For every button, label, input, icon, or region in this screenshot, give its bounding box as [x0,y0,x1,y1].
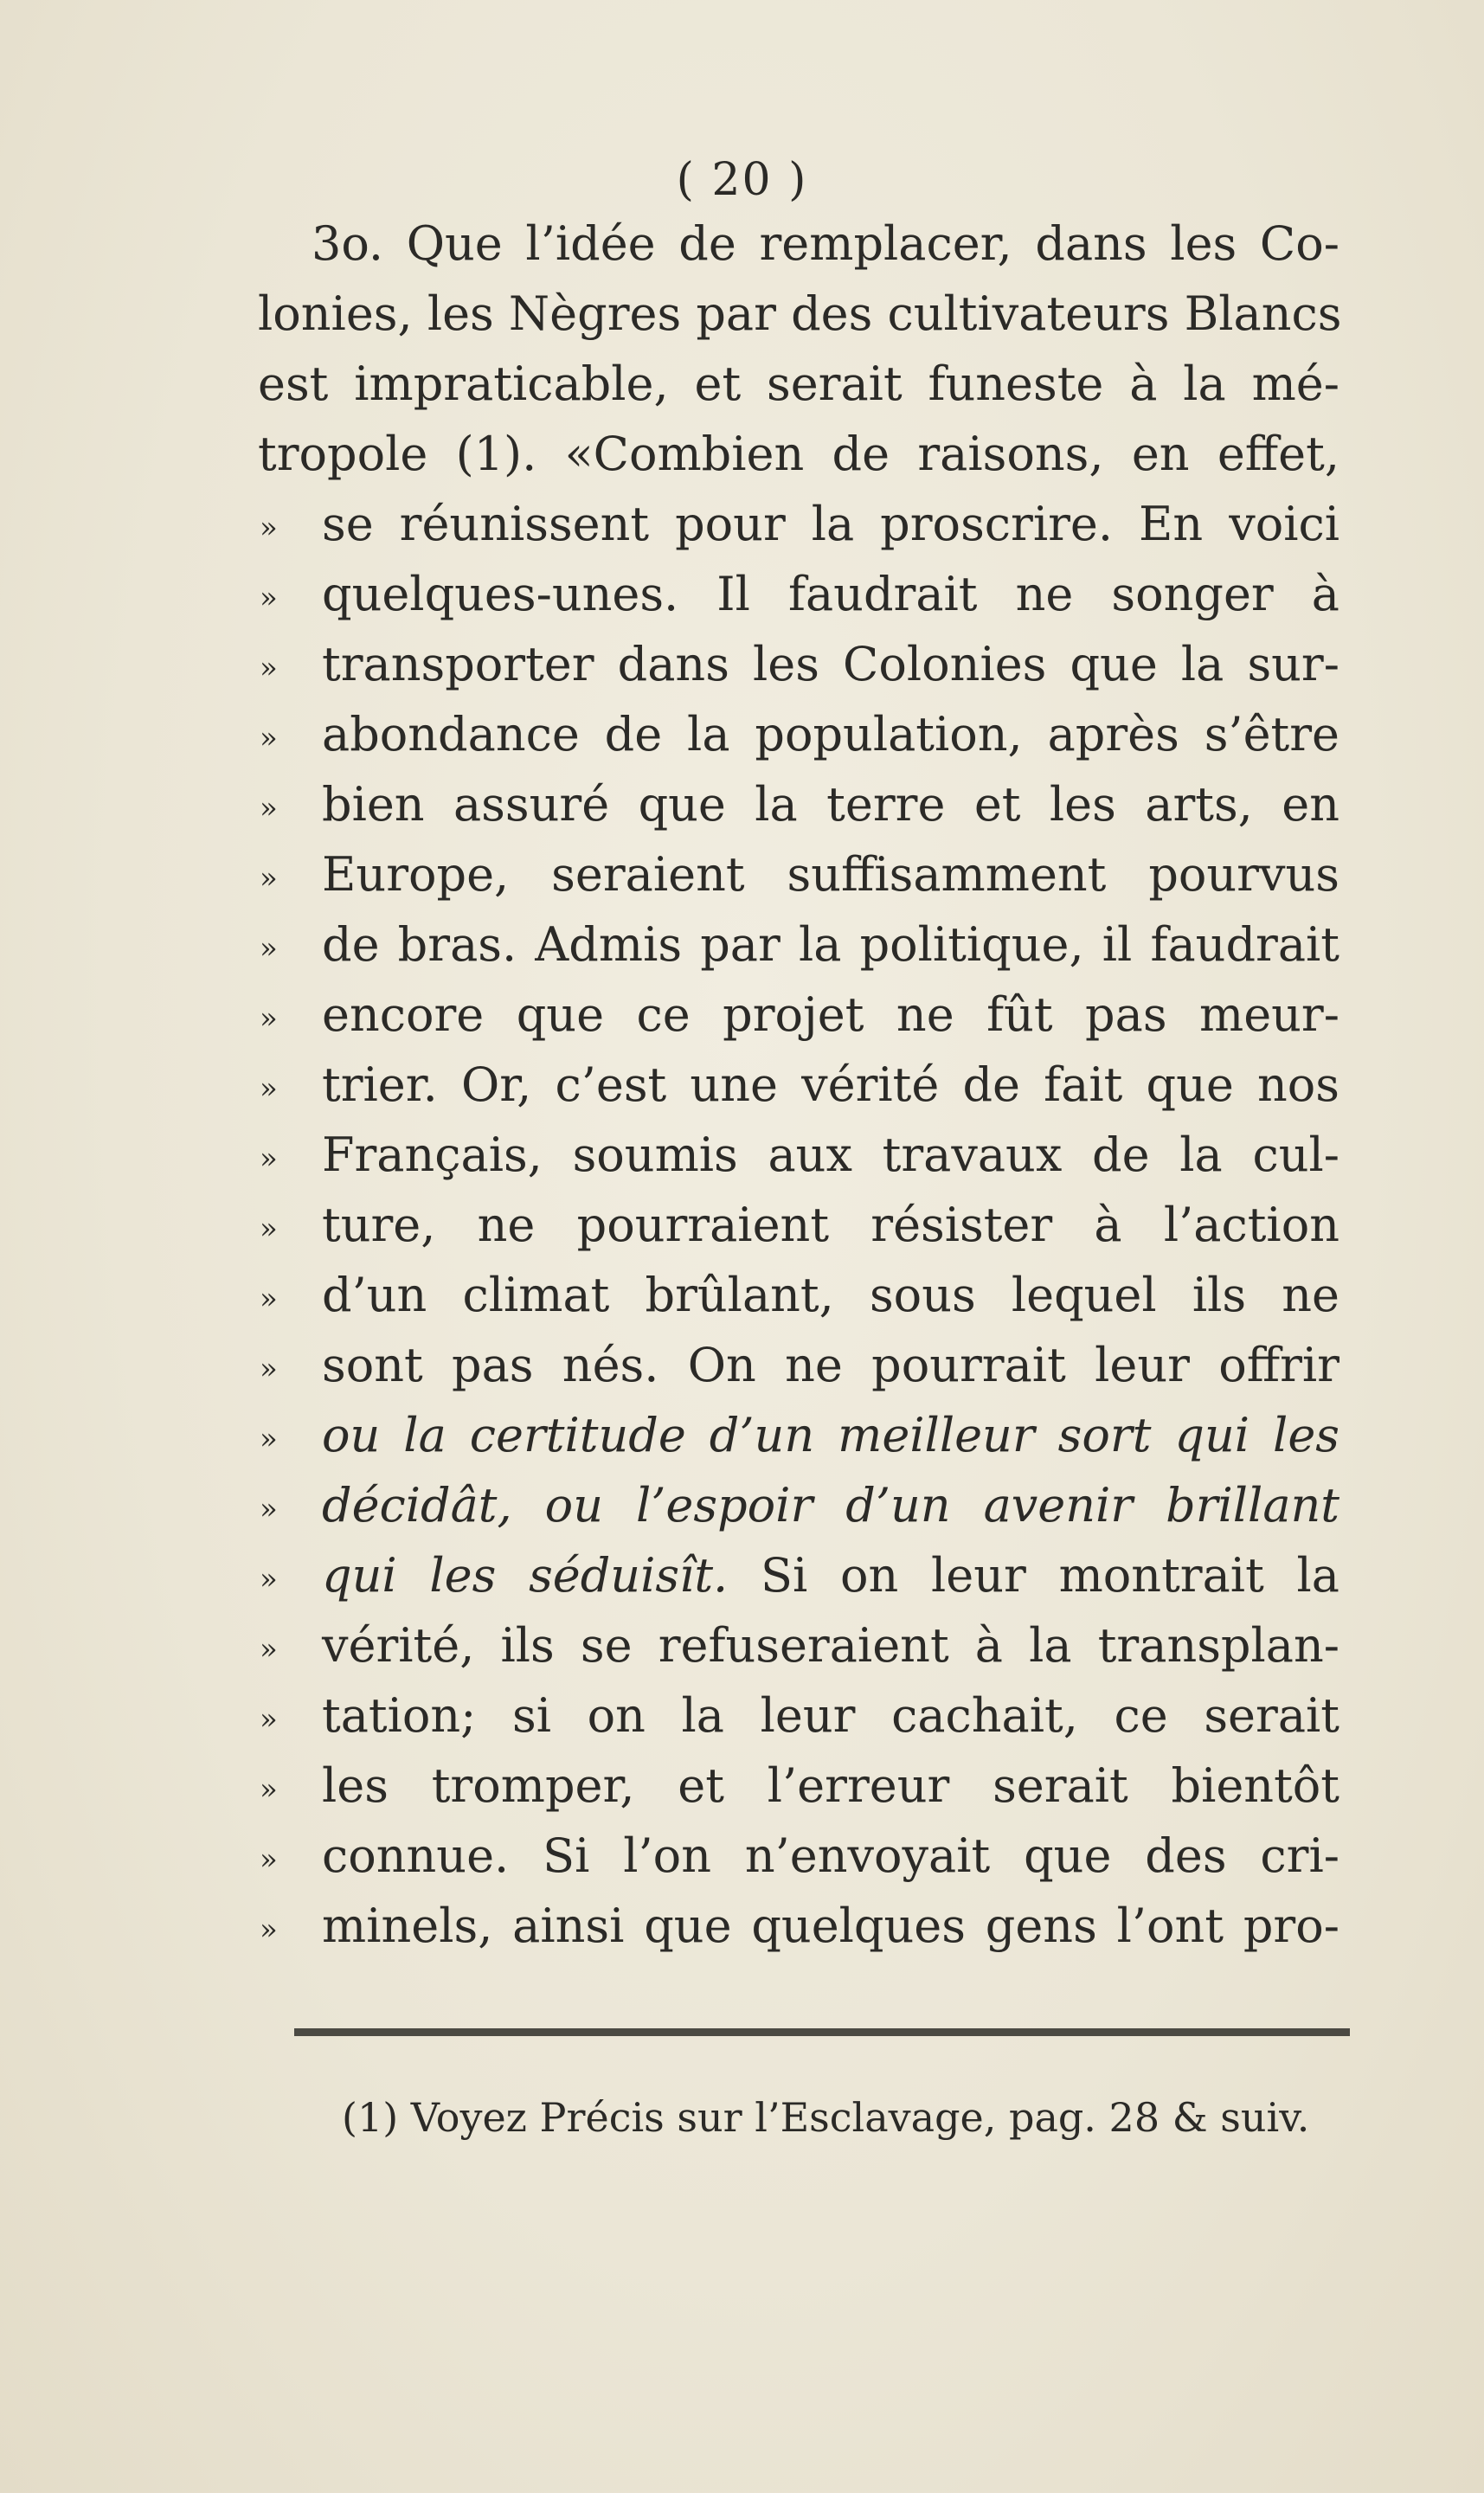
quote-mark: » [260,1282,278,1316]
quote-mark: » [260,1842,278,1877]
line-text: d’un climat brûlant, sous lequel ils ne [322,1268,1339,1322]
text-line [260,628,1339,701]
text-line [312,208,1339,280]
text-line [260,1049,1339,1121]
line-text: les tromper, et l’erreur serait bientôt [322,1758,1339,1813]
text-line [260,1329,1339,1402]
text-line [260,1750,1339,1822]
quote-mark: » [260,1492,278,1526]
quote-mark: » [260,1001,278,1036]
text-line [260,768,1339,841]
line-text: Europe, seraient suffisamment pourvus [322,847,1339,902]
quote-mark: » [260,931,278,966]
italic-text: décidât, ou l’espoir d’un avenir brillant [322,1478,1339,1532]
text-line [260,1680,1339,1752]
line-text: vérité, ils se refuseraient à la transplan- [322,1618,1339,1673]
line-text: Si on leur montrait la [728,1548,1339,1603]
quote-mark: » [260,1562,278,1597]
line-text: connue. Si l’on n’envoyait que des cri- [322,1828,1339,1883]
line-text: bien assuré que la terre et les arts, en [322,777,1339,832]
quote-mark: » [260,1772,278,1807]
text-line [260,1119,1339,1192]
line-text: Français, soumis aux travaux de la cul- [322,1128,1339,1182]
line-text: tropole (1). «Combien de raisons, en effet, [258,427,1339,481]
text-line [260,1259,1339,1332]
text-line [260,1399,1339,1472]
quote-mark: » [260,1702,278,1737]
quote-mark: » [260,1071,278,1106]
text-line [258,348,1339,421]
line-text: sont pas nés. On ne pourrait leur offrir [322,1338,1339,1392]
italic-text: qui les séduisît. [322,1548,729,1603]
line-text: quelques-unes. Il faudrait ne songer à [322,567,1339,621]
line-text: abondance de la population, après s’être [322,707,1339,761]
italic-text: ou la certitude d’un meilleur sort qui les [322,1408,1339,1462]
quote-mark: » [260,1141,278,1176]
footnote: (1) Voyez Précis sur l’Esclavage, pag. 28 & suiv. [342,2094,1310,2141]
text-line [260,1820,1339,1892]
line-text: est impraticable, et serait funeste à la mé- [258,357,1339,411]
quote-mark: » [260,1422,278,1456]
line-text: transporter dans les Colonies que la sur- [322,637,1339,691]
quote-mark: » [260,581,278,615]
quote-mark: » [260,791,278,826]
line-text: 3o. Que l’idée de remplacer, dans les Co- [312,216,1339,271]
quote-mark: » [260,721,278,755]
quote-mark: » [260,1352,278,1386]
text-line [260,1469,1339,1542]
quote-mark: » [260,651,278,685]
page-number: ( 20 ) [676,154,808,206]
text-line [260,838,1339,911]
text-line [260,1189,1339,1262]
text-line [258,278,1342,350]
line-text: se réunissent pour la proscrire. En voici [322,497,1339,551]
text-line [260,488,1339,561]
quote-mark: » [260,861,278,896]
text-line [260,1539,1339,1612]
text-line [260,698,1339,771]
line-text: lonies, les Nègres par des cultivateurs Blancs [258,286,1342,341]
line-text: encore que ce projet ne fût pas meur- [322,987,1339,1042]
line-text: trier. Or, c’est une vérité de fait que nos [322,1057,1339,1112]
line-text: de bras. Admis par la politique, il faudrait [322,917,1339,972]
footnote-divider [294,2028,1350,2036]
quote-mark: » [260,1211,278,1246]
quote-mark: » [260,511,278,545]
line-text: ture, ne pourraient résister à l’action [322,1198,1339,1252]
text-line [258,418,1339,491]
line-text: minels, ainsi que quelques gens l’ont pro- [322,1899,1339,1953]
text-line [260,979,1339,1051]
text-line [260,1890,1339,1963]
text-line [260,909,1339,981]
text-line [260,1610,1339,1682]
quote-mark: » [260,1632,278,1667]
quote-mark: » [260,1912,278,1947]
text-line [260,558,1339,631]
line-text: tation; si on la leur cachait, ce serait [322,1688,1339,1743]
